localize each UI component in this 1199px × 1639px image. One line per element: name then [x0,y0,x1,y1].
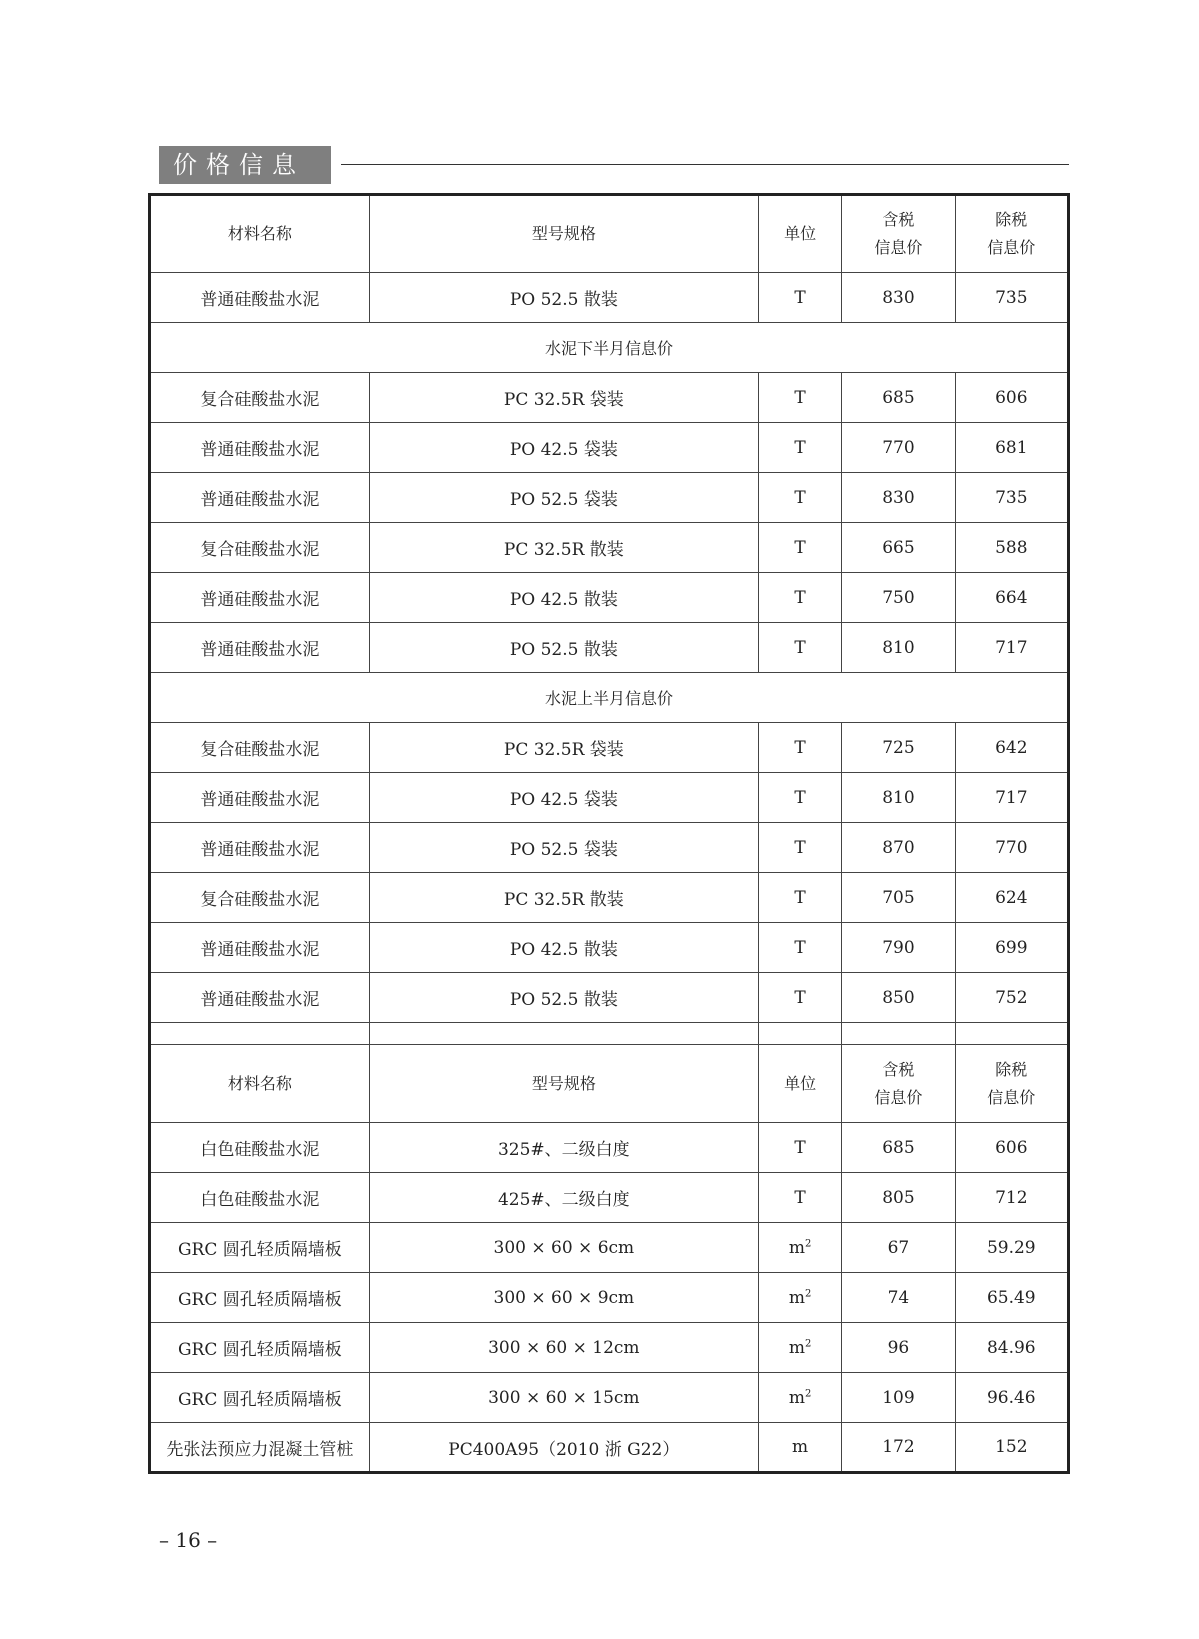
cell-tax-exclusive: 96.46 [955,1373,1068,1423]
cell-tax-exclusive: 712 [955,1173,1068,1223]
header-spec: 型号规格 [369,1045,758,1123]
cell-spec: PC 32.5R 袋装 [369,723,758,773]
cell-spec: PO 42.5 散装 [369,923,758,973]
table-row [150,723,1069,773]
table-row [150,1423,1069,1473]
cell-unit: T [758,873,841,923]
group-title: 水泥上半月信息价 [150,673,1069,723]
cell-unit: T [758,523,841,573]
table-row [150,1223,1069,1273]
table-row [150,1123,1069,1173]
cell-tax-inclusive: 850 [842,973,955,1023]
cell-name: 普通硅酸盐水泥 [150,923,370,973]
cell-tax-inclusive: 830 [842,473,955,523]
cell-tax-inclusive: 810 [842,773,955,823]
group-header-row [150,673,1069,723]
cell-tax-exclusive: 735 [955,473,1068,523]
table-row [150,273,1069,323]
cell-tax-exclusive: 642 [955,723,1068,773]
cell-spec: 300 × 60 × 12cm [369,1323,758,1373]
table-row [150,373,1069,423]
cell-unit: T [758,473,841,523]
cell-tax-inclusive: 870 [842,823,955,873]
table-header-row [150,195,1069,273]
group-title: 水泥下半月信息价 [150,323,1069,373]
cell-spec: PC 32.5R 散装 [369,873,758,923]
cell-spec: PO 52.5 袋装 [369,473,758,523]
header-tax-inclusive: 含税 信息价 [842,1045,955,1123]
header-tax-exclusive: 除税 信息价 [955,195,1068,273]
cell-unit: T [758,273,841,323]
cell-spec: 425#、二级白度 [369,1173,758,1223]
cell-unit: $m^2$ [758,1223,841,1273]
cell-tax-exclusive: 65.49 [955,1273,1068,1323]
cell-tax-inclusive: 172 [842,1423,955,1473]
cell-spec: 325#、二级白度 [369,1123,758,1173]
cell-spec: 300 × 60 × 9cm [369,1273,758,1323]
header-tax-exclusive: 除税 信息价 [955,1045,1068,1123]
header-unit: 单位 [758,195,841,273]
cell-unit: T [758,973,841,1023]
table-row [150,823,1069,873]
spacer-row [150,1023,1069,1045]
section-divider [341,164,1069,165]
cell-tax-inclusive: 725 [842,723,955,773]
page-number: – 16 – [159,1528,218,1552]
cell-tax-inclusive: 705 [842,873,955,923]
table-row [150,523,1069,573]
cell-unit: T [758,1123,841,1173]
cell-tax-inclusive: 109 [842,1373,955,1423]
cell-tax-exclusive: 624 [955,873,1068,923]
header-tax-inclusive: 含税 信息价 [842,195,955,273]
cell-tax-exclusive: 588 [955,523,1068,573]
cell-unit: m [758,1423,841,1473]
cell-unit: T [758,923,841,973]
cell-spec: PO 42.5 袋装 [369,773,758,823]
cell-name: 复合硅酸盐水泥 [150,723,370,773]
table-row [150,473,1069,523]
cell-unit: T [758,823,841,873]
cell-name: 白色硅酸盐水泥 [150,1173,370,1223]
cell-unit: $m^2$ [758,1373,841,1423]
cell-spec: PO 52.5 散装 [369,273,758,323]
cell-tax-exclusive: 59.29 [955,1223,1068,1273]
cell-unit: T [758,573,841,623]
cell-tax-inclusive: 74 [842,1273,955,1323]
cell-tax-inclusive: 770 [842,423,955,473]
section-title: 价格信息 [159,146,331,184]
cell-unit: T [758,623,841,673]
table-row [150,1273,1069,1323]
header-material-name: 材料名称 [150,195,370,273]
table-row [150,923,1069,973]
cell-tax-inclusive: 685 [842,1123,955,1173]
table-row [150,773,1069,823]
cell-unit: T [758,373,841,423]
cell-tax-exclusive: 664 [955,573,1068,623]
cell-tax-exclusive: 717 [955,623,1068,673]
cell-spec: PO 42.5 散装 [369,573,758,623]
cell-spec: PO 52.5 袋装 [369,823,758,873]
cell-name: 普通硅酸盐水泥 [150,973,370,1023]
cell-spec: PO 42.5 袋装 [369,423,758,473]
table-row [150,423,1069,473]
header-material-name: 材料名称 [150,1045,370,1123]
cell-name: 普通硅酸盐水泥 [150,273,370,323]
cell-tax-exclusive: 699 [955,923,1068,973]
table-row [150,573,1069,623]
cell-name: 普通硅酸盐水泥 [150,823,370,873]
cell-tax-exclusive: 606 [955,373,1068,423]
cell-name: 复合硅酸盐水泥 [150,373,370,423]
cell-tax-exclusive: 681 [955,423,1068,473]
cell-name: 复合硅酸盐水泥 [150,873,370,923]
cell-spec: 300 × 60 × 15cm [369,1373,758,1423]
cell-spec: PC 32.5R 袋装 [369,373,758,423]
table-row [150,1323,1069,1373]
cell-spec: PC 32.5R 散装 [369,523,758,573]
cell-spec: 300 × 60 × 6cm [369,1223,758,1273]
cell-name: 普通硅酸盐水泥 [150,423,370,473]
cell-unit: $m^2$ [758,1323,841,1373]
table-row [150,973,1069,1023]
group-header-row [150,323,1069,373]
cell-tax-exclusive: 606 [955,1123,1068,1173]
cell-tax-inclusive: 685 [842,373,955,423]
cell-tax-exclusive: 152 [955,1423,1068,1473]
price-table [148,193,1070,1474]
cell-spec: PO 52.5 散装 [369,973,758,1023]
cell-name: 先张法预应力混凝土管桩 [150,1423,370,1473]
cell-unit: T [758,1173,841,1223]
cell-tax-exclusive: 735 [955,273,1068,323]
cell-tax-inclusive: 830 [842,273,955,323]
cell-spec: PO 52.5 散装 [369,623,758,673]
cell-unit: T [758,773,841,823]
cell-tax-exclusive: 770 [955,823,1068,873]
cell-tax-inclusive: 67 [842,1223,955,1273]
cell-name: GRC 圆孔轻质隔墙板 [150,1223,370,1273]
cell-tax-exclusive: 717 [955,773,1068,823]
cell-unit: T [758,423,841,473]
table-row [150,1173,1069,1223]
section-header [159,146,1069,184]
cell-name: 普通硅酸盐水泥 [150,773,370,823]
cell-tax-inclusive: 805 [842,1173,955,1223]
cell-tax-inclusive: 810 [842,623,955,673]
cell-name: GRC 圆孔轻质隔墙板 [150,1373,370,1423]
cell-tax-inclusive: 96 [842,1323,955,1373]
table-row [150,623,1069,673]
cell-tax-inclusive: 665 [842,523,955,573]
cell-name: GRC 圆孔轻质隔墙板 [150,1323,370,1373]
cell-name: 复合硅酸盐水泥 [150,523,370,573]
header-unit: 单位 [758,1045,841,1123]
cell-name: 普通硅酸盐水泥 [150,623,370,673]
cell-name: 普通硅酸盐水泥 [150,573,370,623]
cell-name: 白色硅酸盐水泥 [150,1123,370,1173]
cell-name: 普通硅酸盐水泥 [150,473,370,523]
table-header-row [150,1045,1069,1123]
header-spec: 型号规格 [369,195,758,273]
table-row [150,1373,1069,1423]
cell-unit: $m^2$ [758,1273,841,1323]
cell-spec: PC400A95（2010 浙 G22） [369,1423,758,1473]
cell-tax-inclusive: 790 [842,923,955,973]
cell-tax-inclusive: 750 [842,573,955,623]
cell-unit: T [758,723,841,773]
table-row [150,873,1069,923]
cell-tax-exclusive: 752 [955,973,1068,1023]
cell-tax-exclusive: 84.96 [955,1323,1068,1373]
cell-name: GRC 圆孔轻质隔墙板 [150,1273,370,1323]
